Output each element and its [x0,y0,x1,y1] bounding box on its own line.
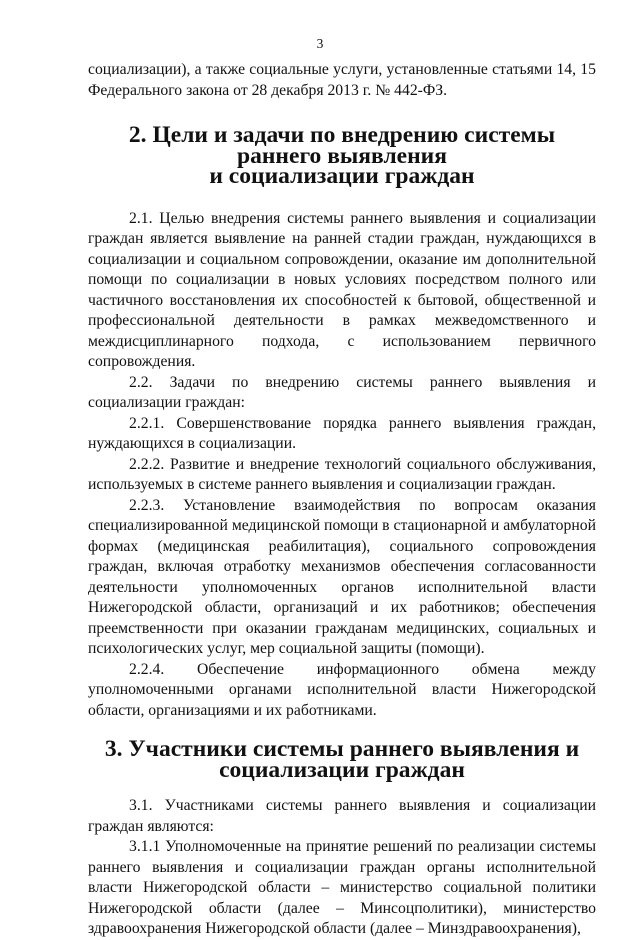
paragraph-2-2: 2.2. Задачи по внедрению системы раннего выявления и социализации граждан: [88,373,596,411]
paragraph-2-1: 2.1. Целью внедрения системы раннего выявления и социализации граждан является выявление на ранней стадии граждан, нуждающихся в социализации и социальном сопровождении, оказание им дополнительной помощи по социализации в новых условиях посредством полного или частичного восстановления их способностей к бытовой, общественной и профессиональной деятельности в рамках межведомственного и междисциплинарного подхода, с использованием первичного сопровождения. [88,209,596,370]
document-body [88,60,596,940]
section-heading-2-line-2: и социализации граждан [209,163,475,189]
page-number: 3 [316,36,324,51]
section-heading-2-line-1: 2. Цели и задачи по внедрению системы раннего выявления [128,122,556,169]
paragraph-2-2-3: 2.2.3. Установление взаимодействия по вопросам оказания специализированной медицинской помощи в стационарной и амбулаторной формах (медицинская реабилитация), социального сопровождения граждан, включая отработку механизмов обеспечения согласованности деятельности уполномоченных органов исполнительной власти Нижегородской области, организаций и их работников; обеспечения преемственности при оказании гражданам медицинских, социальных и психологических услуг, мер социальной защиты (помощи). [88,496,596,657]
paragraph-3-1-1: 3.1.1 Уполномоченные на принятие решений по реализации системы раннего выявления и социализации граждан органы исполнительной власти Нижегородской области – министерство социальной политики Нижегородской области (далее – Минсоцполитики), министерство здравоохранения Нижегородской области (далее – Минздравоохранения), [88,838,596,937]
paragraph-3-1: 3.1. Участниками системы раннего выявления и социализации граждан являются: [88,797,596,835]
paragraph-2-2-1: 2.2.1. Совершенствование порядка раннего выявления граждан, нуждающихся в социализации. [88,414,596,452]
spacer [88,187,596,209]
paragraph-2-2-4: 2.2.4. Обеспечение информационного обмена между уполномоченными органами исполнительной власти Нижегородской области, организациями и их работниками. [88,660,596,719]
paragraph-2-2-2: 2.2.2. Развитие и внедрение технологий социального обслуживания, используемых в системе раннего выявления и социализации граждан. [88,455,596,493]
section-heading-2 [88,122,596,189]
section-heading-3: 3. Участники системы раннего выявления и социализации граждан [104,736,580,783]
paragraph-intro: социализации), а также социальные услуги, установленные статьями 14, 15 Федерального закона от 28 декабря 2013 г. № 442-ФЗ. [88,61,596,99]
